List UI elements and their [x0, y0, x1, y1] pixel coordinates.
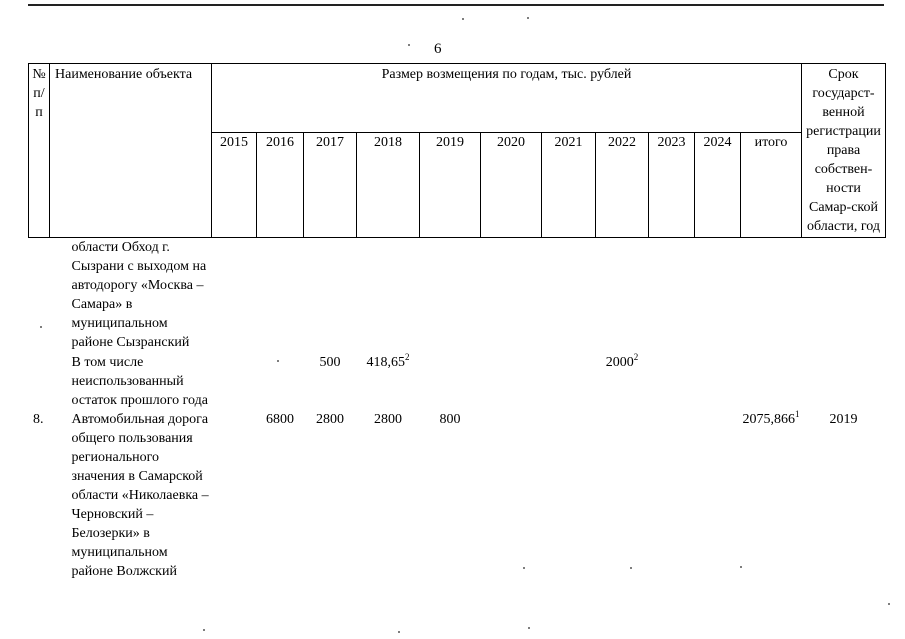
year-value-cell: [542, 353, 596, 410]
year-value-cell: [481, 238, 542, 353]
header-compensation: Размер возмещения по годам, тыс. рублей: [212, 64, 802, 133]
year-value-cell: [420, 410, 481, 581]
registration-year: 2019: [829, 411, 858, 427]
row-number: [29, 353, 50, 410]
scan-speck: [630, 567, 632, 569]
header-name: Наименование объекта: [50, 64, 212, 238]
year-value-cell: [357, 410, 420, 581]
year-value-cell: [596, 353, 649, 410]
year-value-cell: [649, 410, 695, 581]
year-value-cell: [212, 238, 257, 353]
scan-speck: [527, 17, 529, 19]
cell-value: 2075,866: [742, 411, 795, 427]
header-year: 2015: [212, 132, 257, 237]
cell-value: 2800: [316, 411, 344, 427]
header-year: 2017: [304, 132, 357, 237]
footnote-mark: 1: [795, 408, 800, 419]
year-value-cell: [420, 353, 481, 410]
footnote-mark: 2: [405, 351, 410, 362]
header-year: 2016: [257, 132, 304, 237]
registration-year: [802, 238, 886, 353]
year-value-cell: [420, 238, 481, 353]
scan-speck: [277, 360, 279, 362]
year-value-cell: [304, 238, 357, 353]
year-value-cell: [357, 353, 420, 410]
compensation-table: [28, 63, 886, 581]
top-rule: [28, 4, 884, 6]
header-year: 2021: [542, 132, 596, 237]
header-year: 2020: [481, 132, 542, 237]
row-number: [29, 238, 50, 353]
year-value-cell: [596, 410, 649, 581]
scan-speck: [462, 18, 464, 20]
header-year: 2022: [596, 132, 649, 237]
header-registration: Срок государст-венной регистрации права собствен-ности Самар-ской области, год: [802, 64, 886, 238]
page-number: 6: [434, 41, 442, 57]
table-row: [29, 238, 886, 353]
object-name: Автомобильная дорога общего пользования регионального значения в Самарской области «Николаевка – Черновский – Белозерки» в муниципальном районе Волжский: [71, 411, 209, 579]
scan-speck: [528, 627, 530, 629]
total-cell: [741, 410, 802, 581]
header-year: 2023: [649, 132, 695, 237]
registration-year: [802, 353, 886, 410]
header-year: 2024: [695, 132, 741, 237]
year-value-cell: [695, 410, 741, 581]
table-row: [29, 353, 886, 410]
scan-speck: [888, 603, 890, 605]
scan-speck: [40, 326, 42, 328]
year-value-cell: [695, 238, 741, 353]
scan-speck: [408, 44, 410, 46]
header-num: № п/п: [29, 64, 50, 238]
table-row: [29, 410, 886, 581]
table-body: [29, 238, 886, 581]
object-name: В том числе неиспользованный остаток прошлого года: [71, 354, 208, 408]
year-value-cell: [212, 353, 257, 410]
scan-speck: [203, 629, 205, 631]
cell-value: 500: [319, 354, 341, 370]
year-value-cell: [649, 238, 695, 353]
header-year: 2018: [357, 132, 420, 237]
scan-speck: [740, 566, 742, 568]
scan-speck: [523, 567, 525, 569]
year-value-cell: [481, 353, 542, 410]
year-value-cell: [212, 410, 257, 581]
year-value-cell: [596, 238, 649, 353]
cell-value: 2800: [374, 411, 402, 427]
cell-value: 418,65: [366, 354, 405, 370]
row-number: 8.: [33, 411, 44, 427]
year-value-cell: [257, 353, 304, 410]
year-value-cell: [542, 410, 596, 581]
year-value-cell: [481, 410, 542, 581]
year-value-cell: [257, 410, 304, 581]
footnote-mark: 2: [633, 351, 639, 362]
year-value-cell: [304, 410, 357, 581]
scan-speck: [398, 631, 400, 633]
object-name: области Обход г. Сызрани с выходом на автодорогу «Москва – Самара» в муниципальном районе Сызранский: [71, 240, 207, 350]
cell-value: 6800: [266, 411, 294, 427]
year-value-cell: [257, 238, 304, 353]
year-value-cell: [695, 353, 741, 410]
year-value-cell: [649, 353, 695, 410]
year-value-cell: [542, 238, 596, 353]
cell-value: 800: [439, 411, 461, 427]
year-value-cell: [304, 353, 357, 410]
header-year: 2019: [420, 132, 481, 237]
year-value-cell: [357, 238, 420, 353]
total-cell: [741, 238, 802, 353]
total-cell: [741, 353, 802, 410]
header-total: итого: [741, 132, 802, 237]
cell-value: 2000: [605, 354, 634, 370]
